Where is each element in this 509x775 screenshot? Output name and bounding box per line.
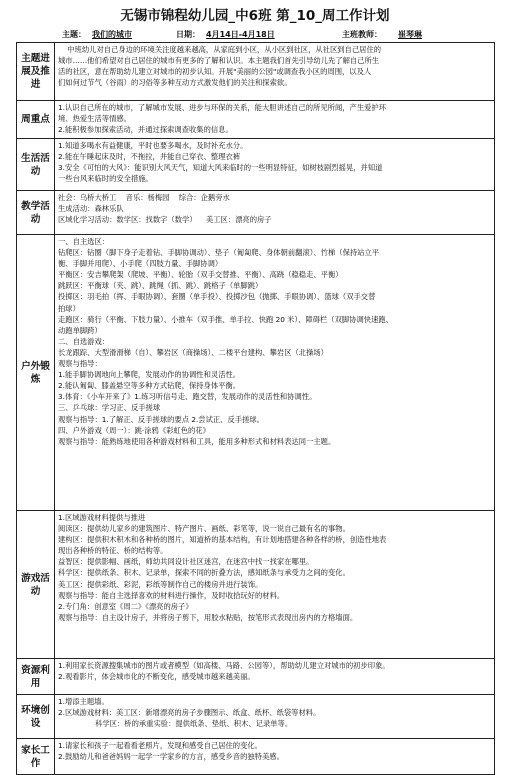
content-line: 2.专门角：创意室《周二》《漂亮的房子》 (58, 601, 193, 611)
content-line: 城市……他们希望对自己居住的城市有更多的了解和认识。本主题我们首先引导幼儿先了解自己所生 (58, 56, 380, 66)
plan-row-weekly-focus (17, 101, 495, 139)
row-content (55, 659, 495, 695)
content-line: 衡、手脚并用爬）、小手爬（四肢力量、手脚协调） (58, 259, 223, 269)
content-line: 美工区：提供彩纸、彩泥，彩纸等制作自己的楼房并进行装饰。 (58, 579, 263, 589)
content-line: 投掷区：羽毛拍（挥、手眼协调）、套圈（单手投）、投掷沙包（抛掷、手眼协调）、篮球（双手交替 (58, 292, 376, 302)
content-line: 1.区域游戏材料提供与推进 (58, 513, 146, 522)
row-content (55, 191, 495, 235)
row-content (55, 139, 495, 191)
content-line: 建构区：提供积木积木和各种桥的图片，知道桥的基本结构，有计划地搭建各种各样的桥，创造性地表 (58, 535, 387, 545)
content-line: 2.能认匍匐、膝盖悬空等多种方式钻爬，保持身体平衡。 (58, 381, 241, 391)
content-line: 动跑单脚跨） (58, 325, 102, 335)
content-line: 1.请家长和孩子一起看看老照片，发现和感受自己居住的变化。 (58, 741, 262, 750)
row-content (55, 739, 495, 775)
content-line: 钻爬区：钻圈（脚下身子走着钻、手脚协调动）、垫子（匍匐爬、身体朝前翻滚）、竹梯（保持站立平 (58, 248, 380, 258)
content-line: 走跑区：骑行（平衡、下肢力量）、小推车（双手推、单手拉、快跑 20 米）、障碍栏（双脚协调快速跑、 (58, 314, 393, 324)
content-line: 拍球） (58, 303, 80, 313)
content-line: 一些台风来临时的安全措施。 (58, 174, 153, 184)
content-line: 1.增添主题墙。 (58, 697, 109, 706)
content-line: 中班幼儿对自己身边的环境关注度越来越高，从家庭到小区，从小区到社区，从社区到自己居住的 (58, 45, 382, 54)
content-line: 3.安全《可怕的大风》：能识别大风天气，知道大风来临时的一些明显特征，如树枝剧烈摇晃，并知道 (58, 163, 383, 173)
content-line: 四、户外游戏（周一）：跳·涂鸦《彩虹色的花》 (58, 425, 210, 435)
content-line: 长龙跟踪、大型滑滑梯（自）、攀岩区（商操场）、二楼平台建构、攀岩区（北操场） (58, 347, 328, 357)
content-line: 1.能手脚协调地向上攀爬，发展动作的协调性和灵活性。 (58, 370, 241, 380)
plan-row-game-activity (17, 511, 495, 659)
content-line: 观察与指导： (58, 359, 102, 369)
content-line: 区域化学习活动：数学区：找数字（数学） 美工区：漂亮的房子 (58, 215, 272, 225)
content-line: 活的社区，意在帮助幼儿建立对城市的初步认知。开展"美丽的公园"或调查我小区的周围，以及人 (58, 67, 372, 77)
theme-label: 主题： (62, 30, 86, 39)
content-line: 2.观看影片，体会城市化的不断变化，感受城市越来越美丽。 (58, 672, 255, 682)
content-line: 科学区：桥的承重实验：提供纸条、垫纸、积木、记录单等。 (58, 719, 293, 729)
content-line: 二、自选游戏： (58, 336, 110, 346)
row-content (55, 511, 495, 659)
plan-row-theme-progress (17, 43, 495, 101)
row-content (55, 695, 495, 739)
content-line: 平衡区：安吉攀爬架（爬坡、平衡）、轮胎（双手交替推、平衡）、高跷（稳稳走、平衡） (58, 270, 343, 280)
row-content (55, 235, 495, 511)
row-label: 主题进展及推进 (17, 43, 55, 101)
content-line: 2.能积极参加探索活动，并通过探索调查收集的信息。 (58, 125, 233, 135)
row-label: 环境创设 (17, 695, 55, 739)
content-line: 观察与指导：能自主选择喜欢的材料进行操作，及时收拾玩好的材料。 (58, 590, 285, 600)
row-label: 生活活动 (17, 139, 55, 191)
teacher-value: 崔琴琳 (398, 30, 422, 39)
content-line: 境、热爱生活等情感。 (58, 114, 131, 124)
content-line: 2.鼓励幼儿和爸爸妈妈一起学一学家乡的方言，感受乡音的独特美感。 (58, 752, 284, 762)
content-line: 社会：乌桥大桥工 音乐：杨梅园 综合：企鹅旁水 (58, 193, 230, 202)
date-label: 日期： (176, 30, 200, 39)
page-title: 无锡市锦程幼儿园_中6班 第_10_周工作计划 (120, 8, 390, 24)
content-line: 观察与指导：1.了解正、反手搓球的要点 2.尝试正、反手搓球。 (58, 414, 264, 424)
plan-row-daily-life (17, 139, 495, 191)
content-line: 2.能在午睡起床及时，不拖拉，并能自己穿衣、整理衣裤 (58, 152, 241, 162)
plan-row-environment (17, 695, 495, 739)
content-line: 跳跃区：平衡球（夹、跳）、跳绳（抓、跳）、跳格子（单脚跳） (58, 281, 263, 291)
plan-row-outdoor-exercise (17, 235, 495, 511)
content-line: 观察与指导：自主设计房子，并将房子剪下，用胶水粘贴，按笔形式表现出房内的方格墙面。 (58, 612, 358, 622)
date-value: 4月14日-4月18日 (206, 30, 275, 39)
row-label: 户外锻炼 (17, 235, 55, 511)
content-line: 科学区：提供纸条、积木、记录单，探索不同的折叠方法，感知纸条与承受力之间的变化。 (58, 568, 350, 578)
row-label: 家长工作 (17, 739, 55, 775)
content-line: 阅读区：提供幼儿家乡的建筑图片、特产图片、画纸、彩笔等，说一说自己最有名的事物。 (58, 524, 350, 534)
row-label: 游戏活动 (17, 511, 55, 659)
plan-row-teaching (17, 191, 495, 235)
content-line: 观察与指导：能熟练地使用各种游戏材料和工具，能用多种形式和材料表达同一主题。 (58, 436, 336, 446)
plan-row-resource-use (17, 659, 495, 695)
theme-value: 我们的城市 (92, 30, 132, 39)
row-content (55, 101, 495, 139)
row-label: 教学活动 (17, 191, 55, 235)
header-meta (16, 26, 494, 42)
content-line: 1.认识自己所在的城市，了解城市发展、进步与环保的关系，能大胆讲述自己的所见所闻，产生爱护环 (58, 103, 387, 112)
content-line: 一、自主选区： (58, 237, 110, 246)
content-line: 三、乒乓球：学习正、反手搓球 (58, 403, 161, 413)
content-line: 1.知道多喝水有益健康，平时也要多喝水，及时补充水分。 (58, 141, 248, 150)
content-line: 益智区：提供影幅、画纸，师幼共同设计社区迷宫，在迷宫中找一找家在哪里。 (58, 557, 314, 567)
work-plan-page (16, 6, 494, 775)
content-line: 2.区域游戏材料：美工区：新增漂亮的房子步骤图示、纸盒、纸杯、纸袋等材料。 (58, 708, 321, 718)
content-line: 们如何过节气（谷雨）的习俗等多种互动方式激发他们的关注和探索欲。 (58, 78, 292, 88)
teacher-label: 主班教师： (342, 30, 382, 39)
content-line: 现出各种桥的特征、桥的结构等。 (58, 546, 168, 556)
plan-table (16, 42, 495, 775)
row-label: 资源利用 (17, 659, 55, 695)
row-content (55, 43, 495, 101)
content-line: 生成活动：森林乐队 (58, 204, 124, 214)
plan-row-parent-work (17, 739, 495, 775)
content-line: 3.体育：《小车开来了》1.练习听信号走、跑交替，发展动作的灵活性和协调性。 (58, 392, 317, 402)
content-line: 1.利用家长资源搜集城市的图片或者模型（如高楼、马路、公园等），帮助幼儿建立对城市的初步印象。 (58, 661, 390, 670)
row-label: 周重点 (17, 101, 55, 139)
